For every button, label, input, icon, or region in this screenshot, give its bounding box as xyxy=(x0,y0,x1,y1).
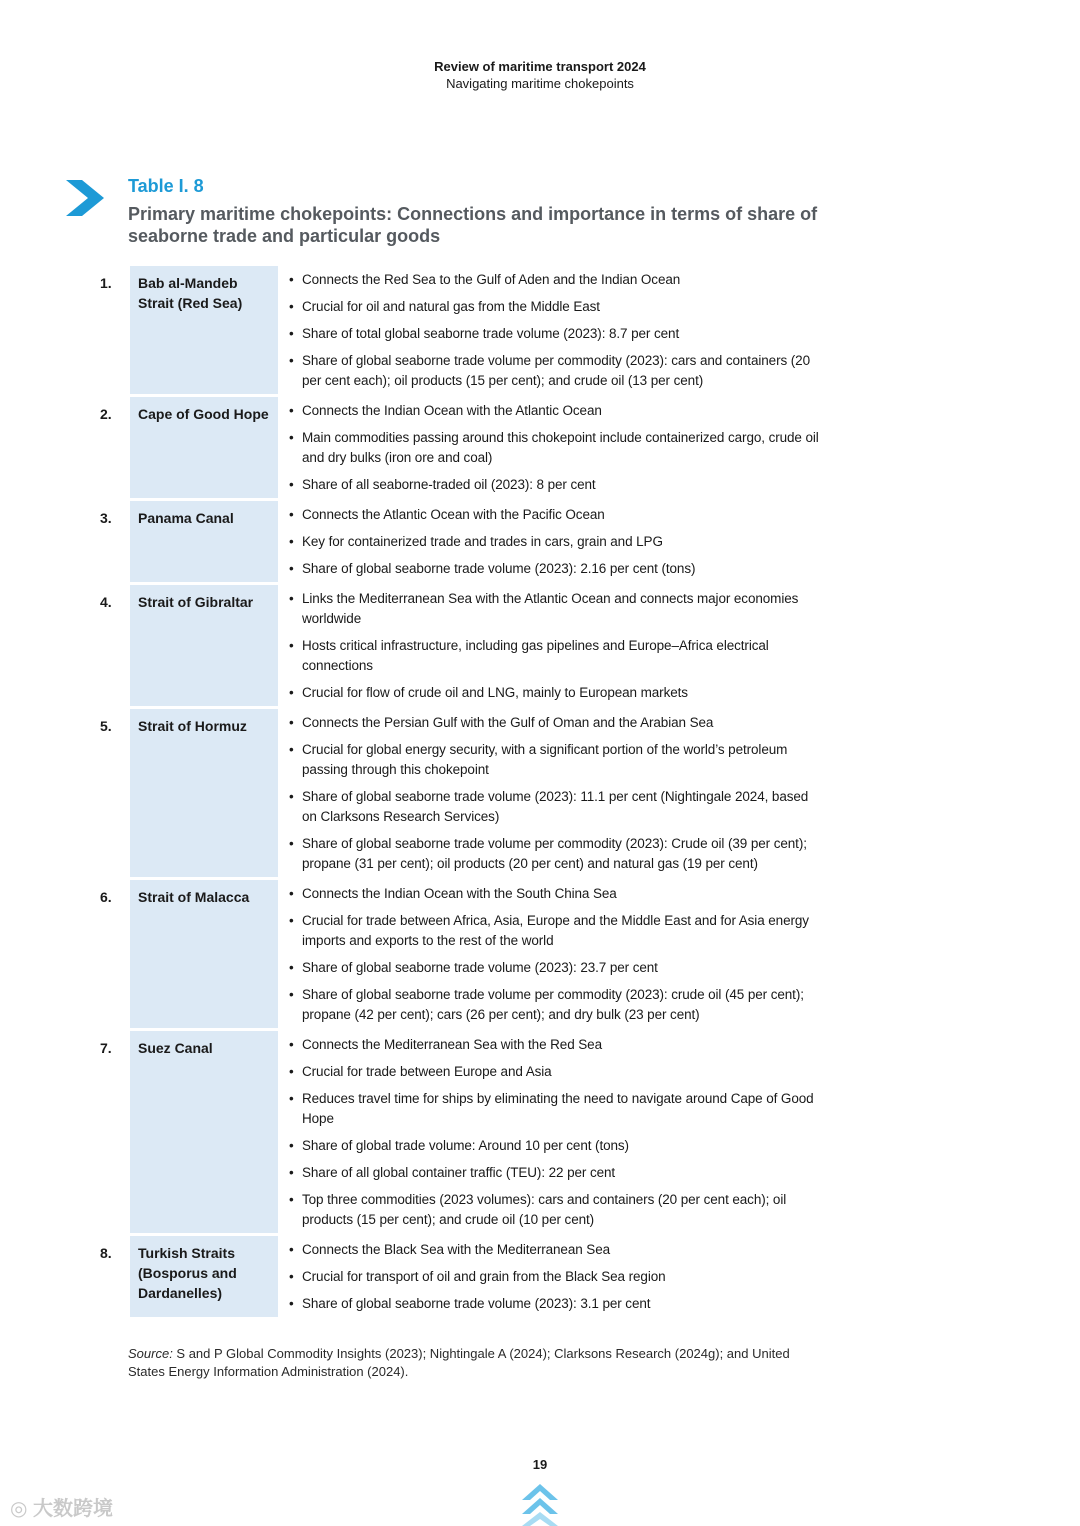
bullet-icon: • xyxy=(289,299,294,314)
bullet-icon: • xyxy=(289,326,294,341)
bullet-icon: • xyxy=(289,715,294,730)
bullet-icon: • xyxy=(289,886,294,901)
list-item-text: Share of global seaborne trade volume (2023): 3.1 per cent xyxy=(302,1296,651,1311)
list-item-text: Links the Mediterranean Sea with the Atlantic Ocean and connects major economies worldwide xyxy=(302,591,799,626)
watermark-logo-icon: ◎ xyxy=(10,1498,28,1520)
bullet-icon: • xyxy=(289,913,294,928)
row-number: 2. xyxy=(100,406,112,422)
list-item xyxy=(286,1132,820,1159)
list-item xyxy=(286,1159,820,1186)
list-item xyxy=(286,1058,820,1085)
list-item-text: Share of global seaborne trade volume per commodity (2023): cars and containers (20 per cent each); oil products (15 per cent); and crude oil (13 per cent) xyxy=(302,353,810,388)
bullet-icon: • xyxy=(289,430,294,445)
row-number: 5. xyxy=(100,718,112,734)
bullet-icon: • xyxy=(289,1064,294,1079)
list-item xyxy=(286,424,820,471)
list-item-text: Main commodities passing around this chokepoint include containerized cargo, crude oil and dry bulks (iron ore and coal) xyxy=(302,430,819,465)
list-item xyxy=(286,783,820,830)
list-item-text: Crucial for trade between Europe and Asia xyxy=(302,1064,552,1079)
list-item xyxy=(286,397,820,424)
list-item-text: Connects the Indian Ocean with the South China Sea xyxy=(302,886,617,901)
bullet-icon: • xyxy=(289,638,294,653)
list-item-text: Crucial for trade between Africa, Asia, Europe and the Middle East and for Asia energy imports and exports to the rest of the world xyxy=(302,913,809,948)
bullet-icon: • xyxy=(289,403,294,418)
bullet-icon: • xyxy=(289,1037,294,1052)
list-item-text: Key for containerized trade and trades in cars, grain and LPG xyxy=(302,534,663,549)
bullet-icon: • xyxy=(289,507,294,522)
list-item xyxy=(286,1236,820,1263)
bullet-icon: • xyxy=(289,1091,294,1106)
list-item xyxy=(286,320,820,347)
list-item xyxy=(286,585,820,632)
table-title: Primary maritime chokepoints: Connections and importance in terms of share of seaborne trade and particular goods xyxy=(128,204,818,246)
list-item-text: Hosts critical infrastructure, including gas pipelines and Europe–Africa electrical connections xyxy=(302,638,769,673)
bullet-icon: • xyxy=(289,1269,294,1284)
list-item-text: Crucial for flow of crude oil and LNG, mainly to European markets xyxy=(302,685,688,700)
list-item-text: Connects the Mediterranean Sea with the Red Sea xyxy=(302,1037,602,1052)
table-row xyxy=(100,501,820,582)
row-number: 6. xyxy=(100,889,112,905)
bullet-icon: • xyxy=(289,1165,294,1180)
list-item-text: Share of global seaborne trade volume (2023): 23.7 per cent xyxy=(302,960,658,975)
source-label: Source: xyxy=(128,1346,173,1361)
list-item-text: Top three commodities (2023 volumes): cars and containers (20 per cent each); oil products (15 per cent); and crude oil (10 per cent) xyxy=(302,1192,787,1227)
list-item xyxy=(286,880,820,907)
bullet-icon: • xyxy=(289,1296,294,1311)
chokepoint-name: Strait of Hormuz xyxy=(130,709,278,877)
chokepoint-name: Cape of Good Hope xyxy=(130,397,278,498)
list-item-text: Crucial for oil and natural gas from the Middle East xyxy=(302,299,600,314)
table-row xyxy=(100,1236,820,1317)
list-item-text: Share of global seaborne trade volume per commodity (2023): Crude oil (39 per cent); propane (31 per cent); oil products (20 per cent) and natural gas (19 per cent) xyxy=(302,836,807,871)
chokepoint-table xyxy=(100,266,820,1320)
list-item xyxy=(286,830,820,877)
chevron-right-icon xyxy=(66,180,104,216)
list-item xyxy=(286,501,820,528)
bullet-icon: • xyxy=(289,1192,294,1207)
list-item-text: Share of global seaborne trade volume (2023): 11.1 per cent (Nightingale 2024, based on Clarksons Research Services) xyxy=(302,789,809,824)
chokepoint-name: Bab al-Mandeb Strait (Red Sea) xyxy=(130,266,278,394)
list-item xyxy=(286,709,820,736)
row-number: 1. xyxy=(100,275,112,291)
bullet-list xyxy=(278,709,820,877)
source-text: S and P Global Commodity Insights (2023); Nightingale A (2024); Clarksons Research (2024g); and United States Energy Information Administration (2024). xyxy=(128,1346,790,1379)
table-row xyxy=(100,880,820,1028)
table-row xyxy=(100,585,820,706)
bullet-icon: • xyxy=(289,789,294,804)
bullet-icon: • xyxy=(289,353,294,368)
list-item xyxy=(286,1085,820,1132)
bullet-icon: • xyxy=(289,561,294,576)
list-item-text: Share of total global seaborne trade volume (2023): 8.7 per cent xyxy=(302,326,680,341)
bullet-icon: • xyxy=(289,534,294,549)
bullet-list xyxy=(278,397,820,498)
bullet-icon: • xyxy=(289,836,294,851)
list-item-text: Share of all seaborne-traded oil (2023): 8 per cent xyxy=(302,477,596,492)
list-item-text: Connects the Red Sea to the Gulf of Aden and the Indian Ocean xyxy=(302,272,681,287)
list-item-text: Share of global seaborne trade volume (2023): 2.16 per cent (tons) xyxy=(302,561,696,576)
list-item xyxy=(286,632,820,679)
bullet-icon: • xyxy=(289,742,294,757)
list-item xyxy=(286,954,820,981)
bullet-icon: • xyxy=(289,591,294,606)
list-item xyxy=(286,471,820,498)
bullet-icon: • xyxy=(289,477,294,492)
row-number: 3. xyxy=(100,510,112,526)
watermark-text: 大数跨境 xyxy=(33,1498,114,1520)
list-item-text: Reduces travel time for ships by eliminating the need to navigate around Cape of Good Hope xyxy=(302,1091,814,1126)
list-item xyxy=(286,266,820,293)
table-row xyxy=(100,709,820,877)
list-item xyxy=(286,347,820,394)
list-item xyxy=(286,555,820,582)
bullet-icon: • xyxy=(289,1138,294,1153)
row-number: 7. xyxy=(100,1040,112,1056)
bullet-list xyxy=(278,585,820,706)
list-item xyxy=(286,528,820,555)
list-item-text: Share of all global container traffic (TEU): 22 per cent xyxy=(302,1165,616,1180)
bullet-list xyxy=(278,266,820,394)
list-item-text: Connects the Indian Ocean with the Atlantic Ocean xyxy=(302,403,602,418)
table-row xyxy=(100,1031,820,1233)
chokepoint-name: Suez Canal xyxy=(130,1031,278,1233)
list-item xyxy=(286,679,820,706)
list-item xyxy=(286,1263,820,1290)
bullet-icon: • xyxy=(289,272,294,287)
bullet-list xyxy=(278,1236,820,1317)
bullet-icon: • xyxy=(289,1242,294,1257)
chokepoint-name: Strait of Gibraltar xyxy=(130,585,278,706)
list-item xyxy=(286,1186,820,1233)
chapter-title: Navigating maritime chokepoints xyxy=(446,76,634,91)
watermark xyxy=(10,1492,113,1521)
list-item xyxy=(286,293,820,320)
bullet-list xyxy=(278,501,820,582)
row-number: 4. xyxy=(100,594,112,610)
list-item-text: Connects the Atlantic Ocean with the Pacific Ocean xyxy=(302,507,605,522)
list-item-text: Share of global seaborne trade volume per commodity (2023): crude oil (45 per cent); propane (42 per cent); cars (26 per cent); and dry bulk (23 per cent) xyxy=(302,987,804,1022)
chokepoint-name: Turkish Straits (Bosporus and Dardanelles) xyxy=(130,1236,278,1317)
page-number: 19 xyxy=(532,1457,548,1472)
list-item-text: Connects the Persian Gulf with the Gulf of Oman and the Arabian Sea xyxy=(302,715,714,730)
list-item xyxy=(286,981,820,1028)
bullet-icon: • xyxy=(289,685,294,700)
bullet-list xyxy=(278,1031,820,1233)
row-number: 8. xyxy=(100,1245,112,1261)
list-item-text: Crucial for global energy security, with a significant portion of the world’s petroleum passing through this chokepoint xyxy=(302,742,788,777)
list-item xyxy=(286,1031,820,1058)
chokepoint-name: Strait of Malacca xyxy=(130,880,278,1028)
bullet-list xyxy=(278,880,820,1028)
chokepoint-name: Panama Canal xyxy=(130,501,278,582)
list-item xyxy=(286,907,820,954)
list-item-text: Share of global trade volume: Around 10 per cent (tons) xyxy=(302,1138,629,1153)
report-title: Review of maritime transport 2024 xyxy=(434,59,646,74)
list-item xyxy=(286,1290,820,1317)
table-label: Table I. 8 xyxy=(128,176,204,196)
source-note xyxy=(128,1345,818,1381)
list-item-text: Crucial for transport of oil and grain from the Black Sea region xyxy=(302,1269,666,1284)
bullet-icon: • xyxy=(289,987,294,1002)
bullet-icon: • xyxy=(289,960,294,975)
table-row xyxy=(100,266,820,394)
list-item xyxy=(286,736,820,783)
list-item-text: Connects the Black Sea with the Mediterranean Sea xyxy=(302,1242,611,1257)
double-chevron-up-icon[interactable] xyxy=(522,1484,558,1526)
running-header xyxy=(0,58,1080,92)
table-row xyxy=(100,397,820,498)
